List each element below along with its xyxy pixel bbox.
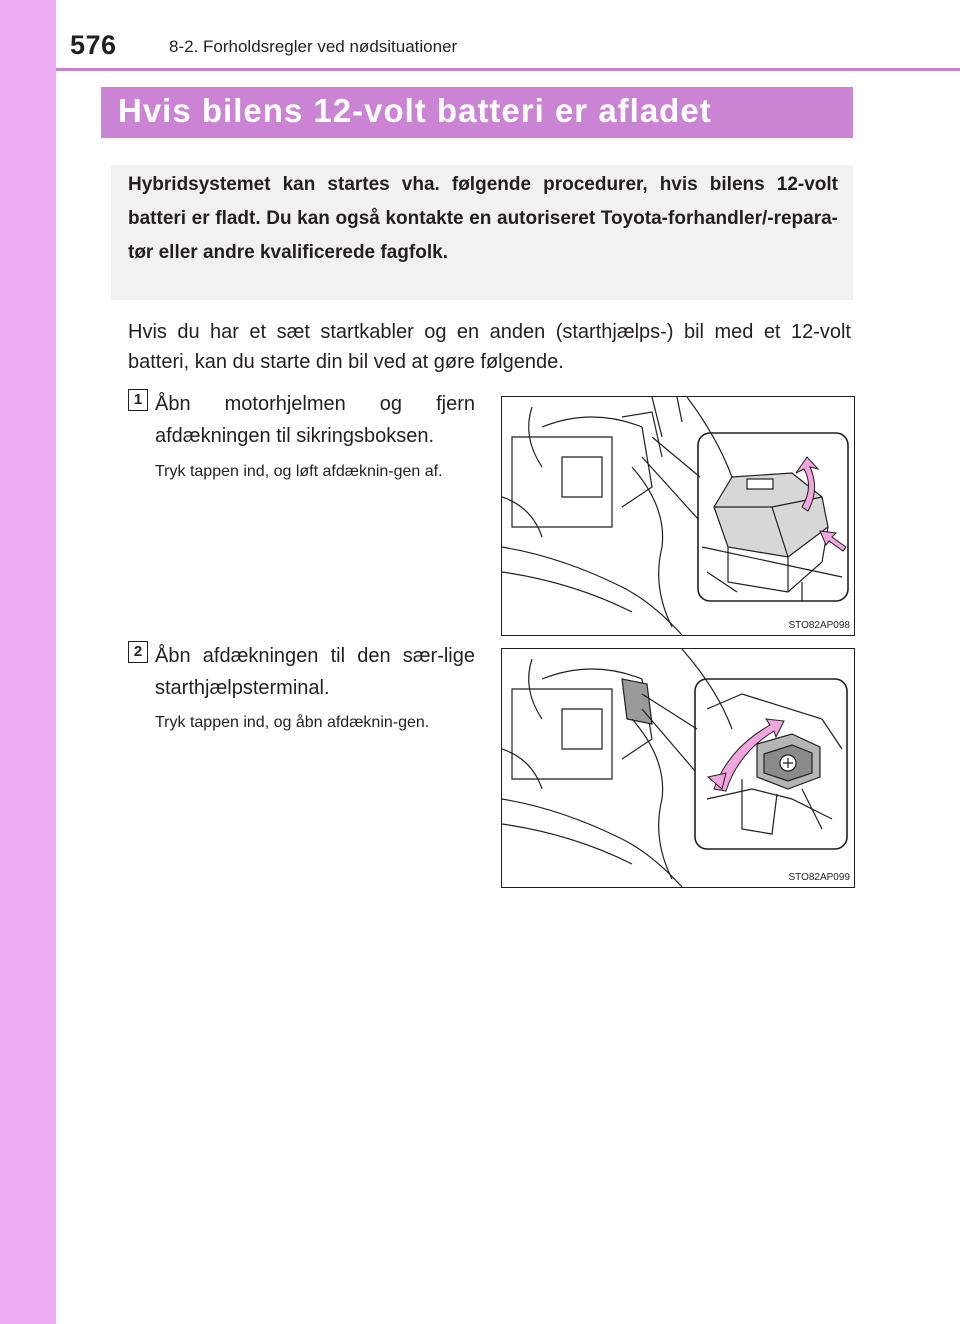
intro-text: Hybridsystemet kan startes vha. følgende procedurer, hvis bilens 12-volt batteri er fladt. Du kan også kontakte en autoriseret Toyota-forhandler/-repara-tør eller andre kvalificerede fagfolk. bbox=[128, 174, 838, 263]
step-2-subtext: Tryk tappen ind, og åbn afdæknin-gen. bbox=[155, 714, 430, 731]
chapter-sidebar bbox=[0, 0, 56, 1324]
page-number: 576 bbox=[70, 30, 117, 60]
body-paragraph: Hvis du har et sæt startkabler og en anden (starthjælps-) bil med et 12-volt batteri, kan du starte din bil ved at gøre følgende. bbox=[128, 321, 851, 373]
section-title: Hvis bilens 12-volt batteri er afladet bbox=[118, 92, 712, 129]
figure-code: STO82AP099 bbox=[788, 872, 850, 883]
running-header: 8-2. Forholdsregler ved nødsituationer bbox=[169, 37, 458, 56]
step-1-subtext: Tryk tappen ind, og løft afdæknin-gen af. bbox=[155, 463, 443, 480]
step-number-2: 2 bbox=[128, 641, 148, 663]
header-rule bbox=[56, 68, 960, 71]
jump-start-terminal-icon bbox=[502, 649, 854, 887]
step-1-title: Åbn motorhjelmen og fjern afdækningen til sikringsboksen. bbox=[155, 393, 475, 447]
figure-code: STO82AP098 bbox=[788, 620, 850, 631]
step-2-title: Åbn afdækningen til den sær-lige starthjælpsterminal. bbox=[155, 645, 475, 699]
fuse-box-cover-icon bbox=[502, 397, 854, 635]
figure-jump-start-terminal bbox=[501, 648, 855, 888]
figure-fuse-box bbox=[501, 396, 855, 636]
step-number-1: 1 bbox=[128, 389, 148, 411]
